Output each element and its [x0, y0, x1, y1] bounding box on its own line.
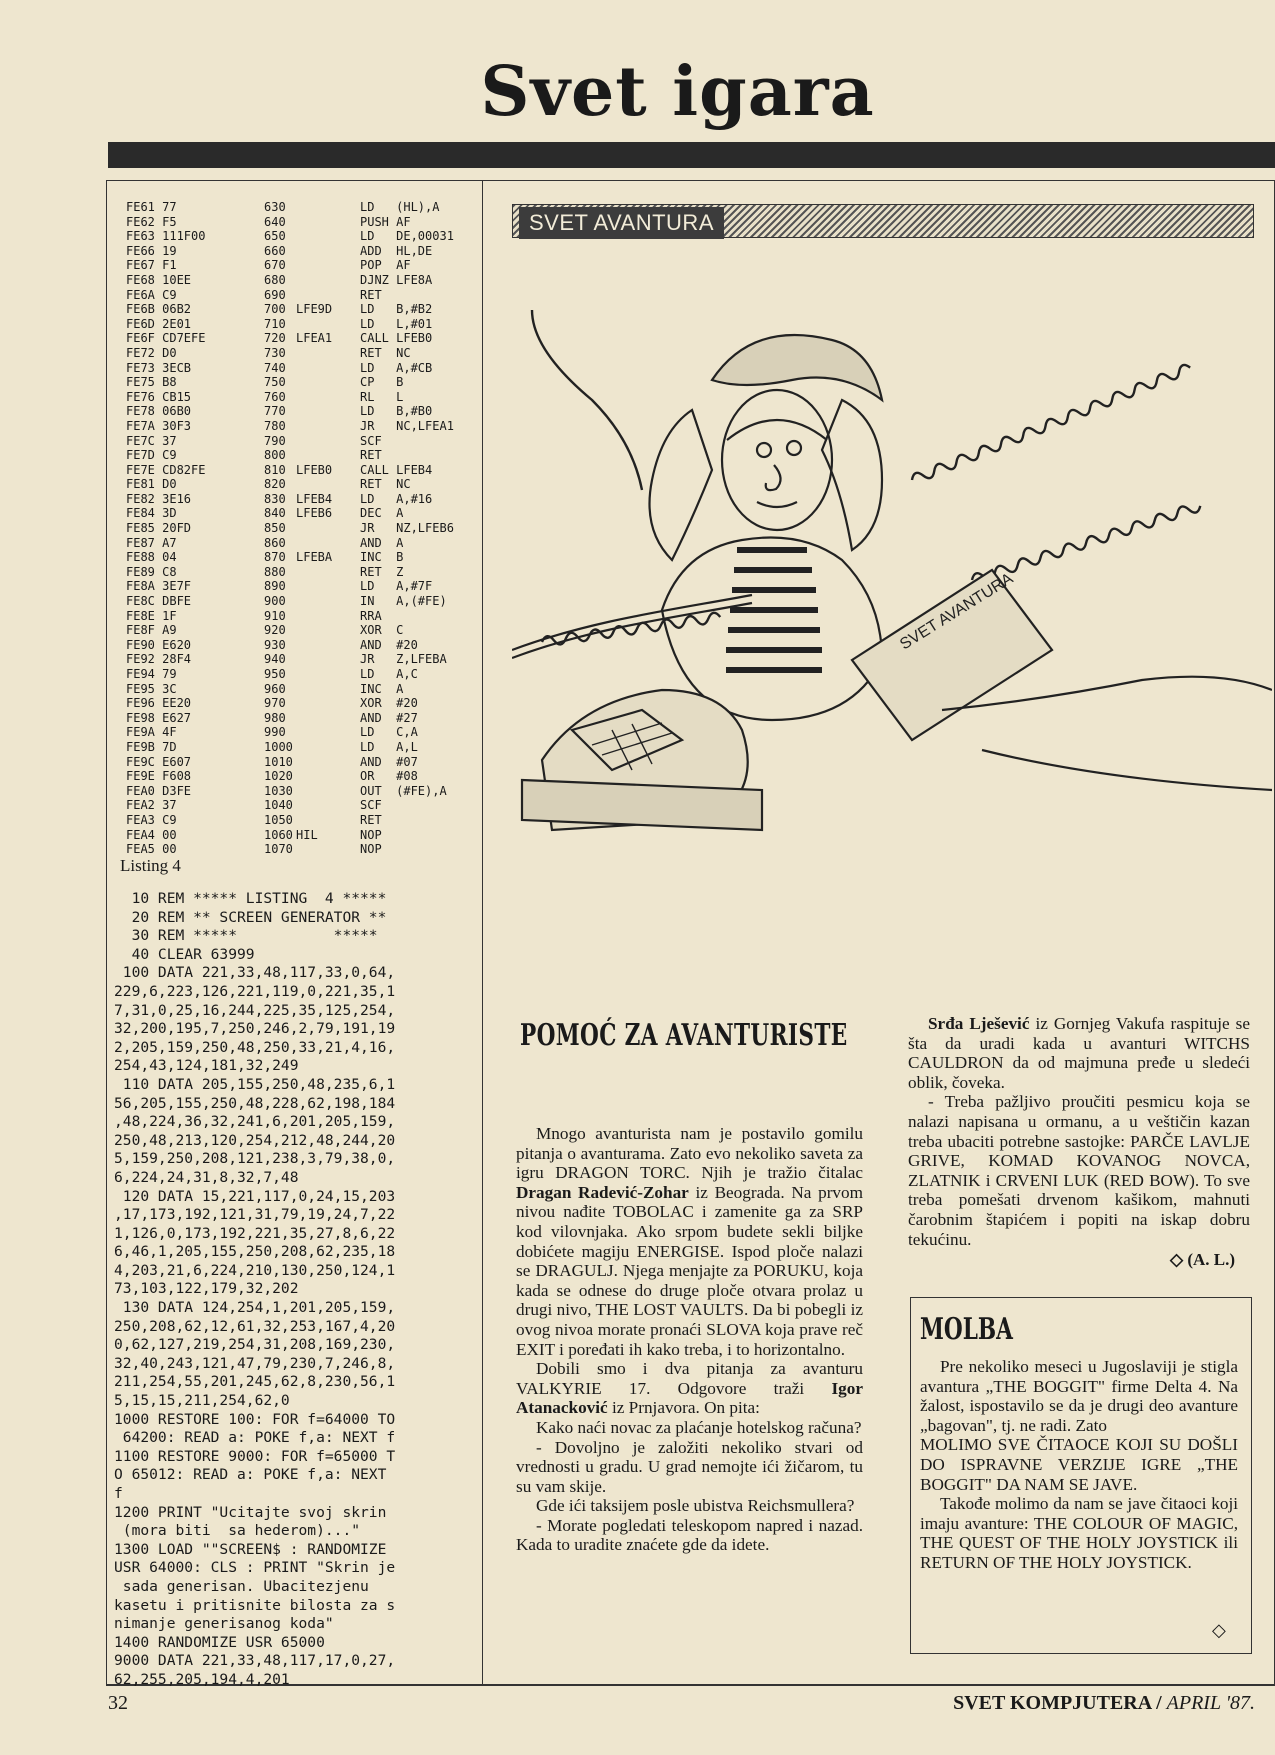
asm-cell: FE75 B8: [126, 375, 177, 390]
asm-row: [126, 638, 476, 653]
asm-row: [126, 331, 476, 346]
asm-cell: 690: [264, 287, 286, 302]
asm-cell: INC A: [360, 681, 404, 696]
asm-cell: 880: [264, 564, 286, 579]
asm-row: [126, 463, 476, 478]
asm-cell: [296, 404, 360, 419]
asm-cell: 660: [264, 243, 286, 258]
asm-cell: RRA: [360, 608, 382, 623]
asm-row: [126, 448, 476, 463]
asm-cell: 910: [264, 608, 286, 623]
asm-cell: LFE9D: [296, 302, 333, 317]
asm-cell: FEA3 C9: [126, 812, 177, 827]
asm-cell: 800: [264, 448, 286, 463]
asm-cell: 1070: [264, 842, 293, 857]
asm-row: [126, 419, 476, 434]
asm-cell: [296, 813, 360, 828]
asm-row: [126, 506, 476, 521]
molba-paragraph: Pre nekoliko meseci u Jugoslaviji je stigla avantura „THE BOGGIT" firme Delta 4. Na žalost, ispostavilo se da je drugi deo avanture „bagovan", tj. ne radi. Zato: [920, 1357, 1238, 1435]
asm-cell: FEA4 00: [126, 827, 177, 842]
asm-cell: FE89 C8: [126, 564, 177, 579]
asm-cell: 1020: [264, 769, 293, 784]
asm-cell: 680: [264, 272, 286, 287]
cartoon-illustration: [512, 250, 1272, 910]
asm-cell: AND #27: [360, 710, 418, 725]
asm-cell: FE81 D0: [126, 477, 177, 492]
asm-cell: 900: [264, 594, 286, 609]
asm-cell: LFEB6: [296, 506, 333, 521]
article-paragraph: - Treba pažljivo proučiti pesmicu koja se nalazi napisana u ormanu, a u veštičin kazan treba ubaciti potrebne sastojke: PARČE LAVLJE GRIVE, KOMAD KOVANOG NOVCA, ZLATNIK i CRVENI LUK (RED BOW). To sve treba pomešati drvenom kašikom, mahnuti čarobnim štapićem i popiti na iskap dobru tekućinu.: [908, 1092, 1250, 1249]
asm-cell: FE6F CD7EFE: [126, 331, 206, 346]
asm-cell: CALL LFEB0: [360, 331, 433, 346]
asm-cell: [296, 652, 360, 667]
asm-cell: FE6A C9: [126, 287, 177, 302]
asm-row: [126, 390, 476, 405]
asm-row: [126, 477, 476, 492]
asm-cell: RET: [360, 287, 382, 302]
asm-row: [126, 302, 476, 317]
molba-heading: MOLBA: [920, 1312, 1013, 1347]
asm-row: [126, 375, 476, 390]
asm-cell: LFEB4: [296, 491, 333, 506]
asm-cell: [296, 638, 360, 653]
asm-cell: FE96 EE20: [126, 696, 192, 711]
asm-cell: [296, 579, 360, 594]
asm-row: [126, 200, 476, 215]
asm-cell: FE8E 1F: [126, 608, 177, 623]
article-paragraph: - Dovoljno je založiti nekoliko stvari od vrednosti u gradu. U grad nemojte ići žičarom, tu su vam skije.: [516, 1437, 863, 1496]
asm-cell: [296, 215, 360, 230]
asm-cell: 640: [264, 214, 286, 229]
asm-cell: 830: [264, 491, 286, 506]
asm-row: [126, 667, 476, 682]
asm-cell: AND #07: [360, 754, 418, 769]
asm-cell: RL L: [360, 389, 404, 404]
asm-cell: LD (HL),A: [360, 200, 440, 214]
asm-row: [126, 317, 476, 332]
reader-name: Dragan Radević-Zohar: [516, 1182, 689, 1202]
asm-row: [126, 550, 476, 565]
article-paragraph: - Morate pogledati teleskopom napred i nazad. Kada to uradite znaćete gde da idete.: [516, 1515, 863, 1555]
asm-cell: FE67 F1: [126, 258, 177, 273]
assembly-listing: [126, 200, 476, 857]
asm-row: [126, 652, 476, 667]
asm-cell: [296, 390, 360, 405]
molba-paragraph: MOLIMO SVE ČITAOCE KOJI SU DOŠLI DO ISPRAVNE VERZIJE IGRE „THE BOGGIT" DA NAM SE JAVE.: [920, 1435, 1238, 1494]
asm-cell: LD A,#16: [360, 491, 433, 506]
asm-cell: [296, 521, 360, 536]
asm-cell: 770: [264, 404, 286, 419]
asm-cell: AND A: [360, 535, 404, 550]
asm-cell: FE85 20FD: [126, 521, 192, 536]
basic-listing: 10 REM ***** LISTING 4 ***** 20 REM ** SCREEN GENERATOR ** 30 REM ***** ***** 40 CLEAR 63999 100 DATA 221,33,48,117,33,0,64, 229,6,223,126,221,119,0,221,35,1 7,31,0,25,16,244,225,35,125,254, 32,200,195,7,250,246,2,79,191,19 2,205,159,250,48,250,33,21,4,16, 254,43,124,181,32,249 110 DATA 205,155,250,48,235,6,1 56,205,155,250,48,228,62,198,184 ,48,224,36,32,241,6,201,205,159, 250,48,213,120,254,212,48,244,20 5,159,250,208,121,238,3,79,38,0, 6,224,24,31,8,32,7,48 120 DATA 15,221,117,0,24,15,203 ,17,173,192,121,31,79,19,24,7,22 1,126,0,173,192,221,35,27,8,6,22 6,46,1,205,155,250,208,62,235,18 4,203,21,6,224,210,130,250,124,1 73,103,122,179,32,202 130 DATA 124,254,1,201,205,159, 250,208,62,12,61,32,253,167,4,20 0,62,127,219,254,31,208,169,230, 32,40,243,121,47,79,230,7,246,8, 211,254,55,201,245,62,8,230,56,1 5,15,15,211,254,62,0 1000 RESTORE 100: FOR f=64000 TO 64200: READ a: POKE f,a: NEXT f 1100 RESTORE 9000: FOR f=65000 T O 65012: READ a: POKE f,a: NEXT f 1200 PRINT "Ucitajte svoj skrin (mora biti sa hederom)..." 1300 LOAD ""SCREEN$ : RANDOMIZE USR 64000: CLS : PRINT "Skrin je sada generisan. Ubacitezjenu kasetu i pritisnite bilosta za s nimanje generisanog koda" 1400 RANDOMIZE USR 65000 9000 DATA 221,33,48,117,17,0,27, 62,255,205,194,4,201: [114, 890, 396, 1688]
article-paragraph: Srđa Lješević iz Gornjeg Vakufa raspituje se šta da uradi kada u avanturi WITCHS CAULDRON da od majmuna pređe u sledeći oblik, čoveka.: [908, 1014, 1250, 1092]
asm-row: [126, 288, 476, 303]
asm-cell: OR #08: [360, 769, 418, 784]
asm-cell: FE98 E627: [126, 710, 192, 725]
asm-cell: 630: [264, 200, 286, 214]
asm-row: [126, 579, 476, 594]
asm-cell: [296, 229, 360, 244]
page-title: Svet igara: [480, 52, 875, 132]
asm-row: [126, 215, 476, 230]
asm-cell: FE7A 30F3: [126, 418, 192, 433]
asm-cell: [296, 711, 360, 726]
asm-cell: XOR #20: [360, 696, 418, 711]
asm-cell: 750: [264, 375, 286, 390]
asm-row: [126, 696, 476, 711]
asm-cell: SCF: [360, 798, 382, 813]
article-paragraph: Dobili smo i dva pitanja za avanturu VALKYRIE 17. Odgovore traži Igor Atanacković iz Prnjavora. On pita:: [516, 1359, 863, 1418]
asm-cell: POP AF: [360, 258, 411, 273]
asm-row: [126, 623, 476, 638]
asm-cell: FE73 3ECB: [126, 360, 192, 375]
asm-cell: FE92 28F4: [126, 652, 192, 667]
asm-cell: 740: [264, 360, 286, 375]
asm-cell: FE82 3E16: [126, 491, 192, 506]
asm-cell: 820: [264, 477, 286, 492]
asm-row: [126, 784, 476, 799]
asm-cell: [296, 346, 360, 361]
asm-cell: JR Z,LFEBA: [360, 652, 447, 667]
asm-cell: SCF: [360, 433, 382, 448]
asm-row: [126, 769, 476, 784]
asm-cell: [296, 244, 360, 259]
article-paragraph: Mnogo avanturista nam je postavilo gomilu pitanja o avanturama. Zato evo nekoliko saveta za igru DRAGON TORC. Njih je tražio čitalac Dragan Radević-Zohar iz Beograda. Na prvom nivou nađite TOBOLAC i zamenite ga za SRP kod vilovnjaka. Ako srpom budete sekli biljke dobićete magiju ENERGISE. Ispod ploče nalazi se DRAGULJ. Njega menjajte za PORUKU, koja kada se odnese do druge ploče otvara prolaz u drugi nivo, THE LOST VAULTS. Da bi pobegli iz ovog nivoa morate pronaći SLOVA koja prave reč EXIT i poređati ih kako treba, i to horizontalno.: [516, 1124, 863, 1359]
asm-cell: 1010: [264, 754, 293, 769]
asm-cell: 970: [264, 696, 286, 711]
asm-cell: FE90 E620: [126, 637, 192, 652]
asm-cell: [296, 755, 360, 770]
asm-cell: FE61 77: [126, 200, 177, 214]
asm-cell: 780: [264, 418, 286, 433]
asm-cell: FE78 06B0: [126, 404, 192, 419]
asm-cell: [296, 667, 360, 682]
molba-text: [920, 1357, 1238, 1573]
asm-row: [126, 842, 476, 857]
asm-cell: FE8F A9: [126, 623, 177, 638]
asm-cell: 650: [264, 229, 286, 244]
asm-cell: CALL LFEB4: [360, 462, 433, 477]
asm-row: [126, 740, 476, 755]
magazine-name: SVET KOMPJUTERA: [953, 1692, 1152, 1714]
asm-cell: [296, 434, 360, 449]
asm-cell: 1060: [264, 827, 293, 842]
asm-cell: DEC A: [360, 506, 404, 521]
asm-cell: NOP: [360, 842, 382, 857]
asm-cell: FE66 19: [126, 243, 177, 258]
asm-cell: FE7E CD82FE: [126, 462, 206, 477]
asm-cell: 960: [264, 681, 286, 696]
asm-row: [126, 229, 476, 244]
asm-cell: FE8C DBFE: [126, 594, 192, 609]
reader-name: Srđa Lješević: [928, 1014, 1030, 1033]
asm-cell: JR NC,LFEA1: [360, 418, 454, 433]
column-divider: [482, 180, 483, 1685]
asm-cell: [296, 419, 360, 434]
asm-row: [126, 244, 476, 259]
asm-cell: 920: [264, 623, 286, 638]
article-paragraph: Kako naći novac za plaćanje hotelskog računa?: [536, 1417, 862, 1437]
molba-paragraph: Takođe molimo da nam se jave čitaoci koji imaju avanture: THE COLOUR OF MAGIC, THE QUEST OF THE HOLY JOYSTICK ili RETURN OF THE HOLY JOYSTICK.: [920, 1494, 1238, 1572]
asm-cell: [296, 375, 360, 390]
asm-row: [126, 273, 476, 288]
asm-cell: FE95 3C: [126, 681, 177, 696]
article-column-right: [908, 1014, 1250, 1249]
asm-row: [126, 609, 476, 624]
asm-cell: RET NC: [360, 477, 411, 492]
asm-cell: 790: [264, 433, 286, 448]
asm-cell: 890: [264, 579, 286, 594]
article-column-left: [516, 1124, 863, 1555]
asm-cell: [296, 536, 360, 551]
asm-row: [126, 828, 476, 843]
asm-cell: [296, 696, 360, 711]
asm-cell: FEA0 D3FE: [126, 783, 192, 798]
asm-cell: LD A,C: [360, 667, 418, 681]
asm-row: [126, 404, 476, 419]
asm-cell: PUSH AF: [360, 214, 411, 229]
asm-cell: FE84 3D: [126, 506, 177, 521]
asm-cell: FE88 04: [126, 550, 177, 565]
asm-cell: [296, 798, 360, 813]
asm-cell: 700: [264, 302, 286, 317]
asm-cell: FEA5 00: [126, 842, 177, 857]
asm-cell: 990: [264, 725, 286, 740]
asm-cell: 710: [264, 316, 286, 331]
asm-cell: 730: [264, 345, 286, 360]
asm-cell: LD B,#B0: [360, 404, 433, 419]
asm-row: [126, 565, 476, 580]
asm-cell: [296, 740, 360, 755]
asm-cell: 980: [264, 710, 286, 725]
asm-cell: 1030: [264, 783, 293, 798]
asm-cell: 850: [264, 521, 286, 536]
asm-cell: NOP: [360, 827, 382, 842]
asm-cell: 860: [264, 535, 286, 550]
illustration-folder-label: SVET AVANTURA: [897, 570, 1017, 654]
asm-cell: [296, 317, 360, 332]
reader-name: Igor Atanacković: [516, 1378, 863, 1418]
asm-cell: 940: [264, 652, 286, 667]
asm-cell: FE87 A7: [126, 535, 177, 550]
asm-row: [126, 521, 476, 536]
asm-cell: LD DE,00031: [360, 229, 454, 244]
asm-cell: FE9A 4F: [126, 725, 177, 740]
asm-cell: AND #20: [360, 637, 418, 652]
asm-cell: OUT (#FE),A: [360, 783, 447, 798]
asm-row: [126, 434, 476, 449]
asm-cell: XOR C: [360, 623, 404, 638]
asm-row: [126, 346, 476, 361]
asm-cell: LD B,#B2: [360, 302, 433, 317]
asm-cell: LD L,#01: [360, 316, 433, 331]
asm-cell: [296, 769, 360, 784]
asm-cell: 1040: [264, 798, 293, 813]
asm-cell: 950: [264, 667, 286, 681]
asm-cell: CP B: [360, 375, 404, 390]
section-label-bar: [512, 204, 1254, 238]
asm-cell: FE9E F608: [126, 769, 192, 784]
asm-cell: FEA2 37: [126, 798, 177, 813]
asm-cell: [296, 842, 360, 857]
asm-row: [126, 682, 476, 697]
asm-cell: [296, 565, 360, 580]
asm-cell: 840: [264, 506, 286, 521]
asm-row: [126, 361, 476, 376]
page-number: 32: [108, 1692, 128, 1714]
issue-date: APRIL '87.: [1166, 1692, 1255, 1714]
asm-cell: JR NZ,LFEB6: [360, 521, 454, 536]
asm-cell: [296, 594, 360, 609]
asm-row: [126, 492, 476, 507]
asm-cell: FE94 79: [126, 667, 177, 681]
asm-cell: 870: [264, 550, 286, 565]
asm-row: [126, 813, 476, 828]
asm-cell: INC B: [360, 550, 404, 565]
asm-row: [126, 258, 476, 273]
asm-cell: [296, 200, 360, 215]
article-paragraph: Gde ići taksijem posle ubistva Reichsmullera?: [536, 1496, 855, 1516]
section-label: SVET AVANTURA: [519, 207, 724, 239]
asm-cell: FE6D 2E01: [126, 316, 192, 331]
asm-cell: 720: [264, 331, 286, 346]
asm-cell: FE68 10EE: [126, 272, 192, 287]
asm-cell: LD A,#7F: [360, 579, 433, 594]
asm-cell: 1050: [264, 812, 293, 827]
asm-cell: RET NC: [360, 345, 411, 360]
asm-cell: [296, 288, 360, 303]
end-mark-icon: ◇: [1212, 1620, 1226, 1640]
asm-cell: RET Z: [360, 564, 404, 579]
asm-cell: ADD HL,DE: [360, 243, 433, 258]
asm-cell: 760: [264, 389, 286, 404]
asm-cell: 810: [264, 462, 286, 477]
asm-cell: [296, 273, 360, 288]
asm-row: [126, 711, 476, 726]
asm-cell: 670: [264, 258, 286, 273]
asm-cell: RET: [360, 448, 382, 463]
asm-row: [126, 755, 476, 770]
asm-row: [126, 725, 476, 740]
footer-masthead: SVET KOMPJUTERA / APRIL '87.: [953, 1692, 1255, 1714]
asm-cell: HIL: [296, 827, 318, 842]
asm-cell: 1000: [264, 739, 293, 754]
asm-cell: 930: [264, 637, 286, 652]
asm-cell: LFEA1: [296, 331, 333, 346]
asm-cell: [296, 609, 360, 624]
asm-cell: DJNZ LFE8A: [360, 272, 433, 287]
article-heading: POMOĆ ZA AVANTURISTE: [520, 1018, 848, 1053]
asm-cell: [296, 448, 360, 463]
listing-label: Listing 4: [120, 856, 181, 875]
asm-cell: [296, 682, 360, 697]
asm-cell: LFEB0: [296, 462, 333, 477]
asm-cell: LD A,#CB: [360, 360, 433, 375]
asm-cell: [296, 784, 360, 799]
asm-row: [126, 798, 476, 813]
asm-cell: FE7C 37: [126, 433, 177, 448]
asm-cell: FE63 111F00: [126, 229, 206, 244]
asm-cell: FE8A 3E7F: [126, 579, 192, 594]
asm-cell: FE62 F5: [126, 214, 177, 229]
asm-cell: LD A,L: [360, 739, 418, 754]
asm-cell: FE9B 7D: [126, 739, 177, 754]
asm-cell: FE7D C9: [126, 448, 177, 463]
asm-cell: [296, 477, 360, 492]
asm-cell: FE9C E607: [126, 754, 192, 769]
asm-cell: RET: [360, 812, 382, 827]
asm-cell: [296, 258, 360, 273]
asm-cell: [296, 623, 360, 638]
asm-cell: IN A,(#FE): [360, 594, 447, 609]
asm-cell: FE72 D0: [126, 345, 177, 360]
asm-cell: [296, 725, 360, 740]
asm-cell: [296, 361, 360, 376]
asm-cell: FE76 CB15: [126, 389, 192, 404]
asm-cell: FE6B 06B2: [126, 302, 192, 317]
author-signature: ◇ (A. L.): [1170, 1250, 1236, 1269]
asm-cell: LFEBA: [296, 550, 333, 565]
asm-row: [126, 594, 476, 609]
asm-row: [126, 536, 476, 551]
header-bar: [108, 142, 1275, 168]
asm-cell: LD C,A: [360, 725, 418, 740]
